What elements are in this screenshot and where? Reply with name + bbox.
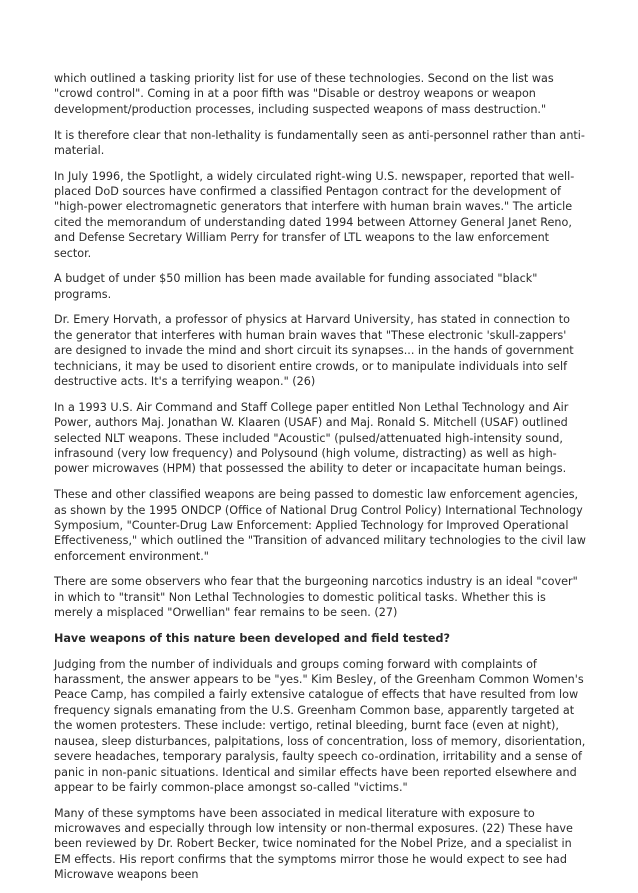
paragraph-microwave-symptoms: Many of these symptoms have been associated in medical literature with exposure to microwaves and especially through low intensity or non-thermal exposures. (22) These have been reviewed by Dr. Robert Becker, twice nominated for the Nobel Prize, and a specialist in EM effects. His report confirms that the symptoms mirror those he would expect to see had Microwave weapons been <box>54 806 573 882</box>
paragraph-air-command-paper: In a 1993 U.S. Air Command and Staff College paper entitled Non Lethal Technology and Air Power, authors Maj. Jonathan W. Klaaren (USAF) and Maj. Ronald S. Mitchell (USAF) outlined selected NLT weapons. These included "Acoustic" (pulsed/attenuated high-intensity sound, infrasound (very low frequency) and Polysound (high volume, distracting) as well as high-power microwaves (HPM) that possessed the ability to deter or incapacitate human beings. <box>54 400 569 476</box>
paragraph-spotlight-report: In July 1996, the Spotlight, a widely circulated right-wing U.S. newspaper, reported that well-placed DoD sources have confirmed a classified Pentagon contract for the development of "high-power electromagnetic generators that interfere with human brain waves." The article cited the memorandum of understanding dated 1994 between Attorney General Janet Reno, and Defense Secretary William Perry for transfer of LTL weapons to the law enforcement sector. <box>54 169 575 260</box>
paragraph-anti-personnel: It is therefore clear that non-lethality is fundamentally seen as anti-personnel rather than anti-material. <box>54 128 585 157</box>
paragraph-greenham-common: Judging from the number of individuals and groups coming forward with complaints of harassment, the answer appears to be "yes." Kim Besley, of the Greenham Common Women's Peace Camp, has compiled a fairly extensive catalogue of effects that have resulted from low frequency signals emanating from the U.S. Greenham Common base, apparently targeted at the women protesters. These include: vertigo, retinal bleeding, burnt face (even at night), nausea, sleep disturbances, palpitations, loss of concentration, loss of memory, disorientation, severe headaches, temporary paralysis, faulty speech co-ordination, irritability and a sense of panic in non-panic situations. Identical and similar effects have been reported elsewhere and appear to be fairly common-place amongst so-called "victims." <box>54 657 586 794</box>
paragraph-budget: A budget of under $50 million has been made available for funding associated "black" programs. <box>54 272 538 301</box>
paragraph-horvath-quote: Dr. Emery Horvath, a professor of physics at Harvard University, has stated in connection to the generator that interferes with human brain waves that "These electronic 'skull-zappers' are designed to invade the mind and short circuit its synapses... in the hands of government technicians, it may be used to disorient entire crowds, or to manipulate individuals into self destructive acts. It's a terrifying weapon." (26) <box>54 313 574 389</box>
paragraph-crowd-control: which outlined a tasking priority list for use of these technologies. Second on the list was "crowd control". Coming in at a poor fifth was "Disable or destroy weapons or weapon development/production processes, including suspected weapons of mass destruction." <box>54 72 554 116</box>
paragraph-orwellian-fear: There are some observers who fear that the burgeoning narcotics industry is an ideal "cover" in which to "transit" Non Lethal Technologies to domestic political tasks. Whether this is merely a misplaced "Orwellian" fear remains to be seen. (27) <box>54 575 578 620</box>
document-page <box>54 71 586 893</box>
section-heading: Have weapons of this nature been developed and field tested? <box>54 631 450 645</box>
paragraph-ondcp-symposium: These and other classified weapons are being passed to domestic law enforcement agencies, as shown by the 1995 ONDCP (Office of National Drug Control Policy) International Technology Symposium, "Counter-Drug Law Enforcement: Applied Technology for Improved Operational Effectiveness," which outlined the "Transition of advanced military technologies to the civil law enforcement environment." <box>54 488 586 563</box>
